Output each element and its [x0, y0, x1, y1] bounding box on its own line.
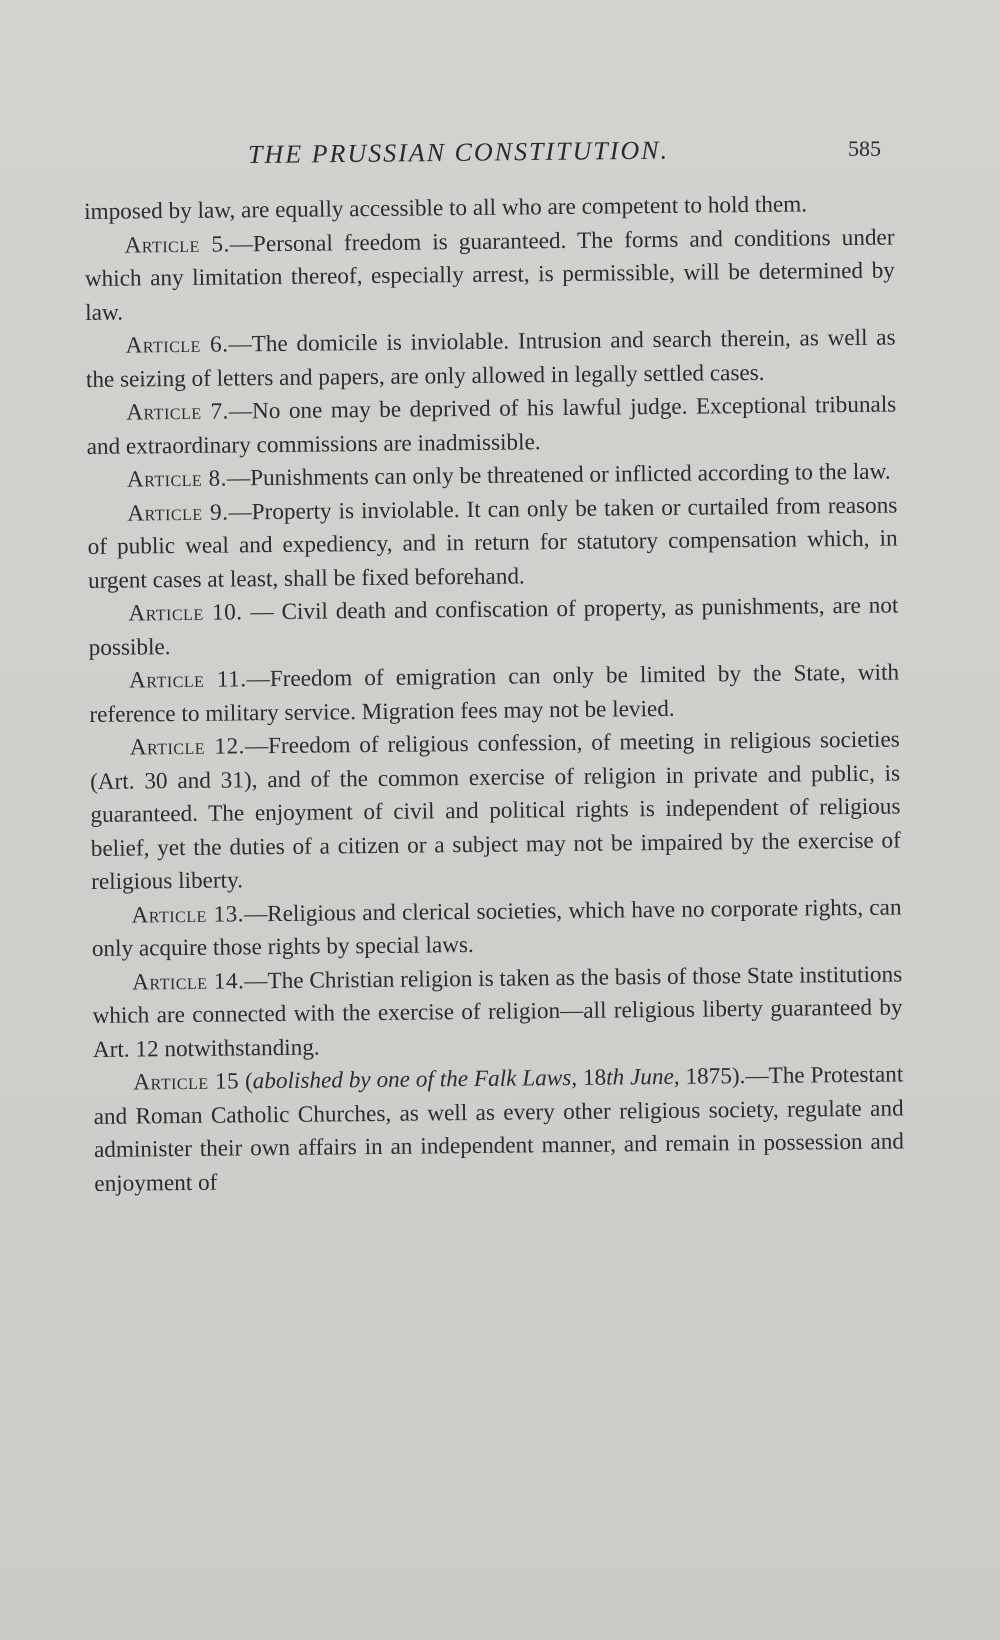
article-12	[90, 723, 902, 899]
article-label: Article 10.	[128, 599, 243, 627]
article-note-close: 1875).	[679, 1063, 746, 1090]
article-label: Article 6.	[125, 331, 229, 359]
article-label: Article 7.	[126, 398, 230, 426]
article-text: —Freedom of religious confession, of meeting in religious societies (Art. 30 and 31), and of the common exercise of religion in private and public, is guaranteed. The enjoyment of civil and political rights is independent of religious belief, yet the duties of a citizen or a subject may not be impaired by the exercise of religious liberty.	[89, 726, 901, 895]
article-6	[85, 322, 896, 397]
article-note-italic: abolished by one of the Falk Laws,	[252, 1064, 578, 1095]
article-text: —Property is inviolable. It can only be taken or curtailed from reasons of public weal and expediency, and in return for statutory compensation which, in urgent cases at least, shall be fixed beforehand.	[87, 492, 898, 594]
article-text: —The domicile is inviolable. Intrusion and search therein, as well as the seizing of letters and papers, are only allowed in legally settled cases.	[85, 324, 896, 393]
article-label: Article 12.	[129, 733, 246, 761]
article-text: —Personal freedom is guaranteed. The forms and conditions under which any limitation thereof, especially arrest, is permissible, will be determined by law.	[84, 224, 895, 326]
article-label: Article 9.	[127, 499, 229, 527]
page-header	[0, 135, 1000, 180]
article-11	[89, 656, 900, 731]
page-number: 585	[848, 136, 881, 161]
article-note-open: (	[238, 1068, 253, 1095]
article-text: —The Protestant and Roman Catholic Churches, as well as every other religious society, regulate and administer their own affairs in an independent manner, and remain in possession and enjoyment of	[93, 1061, 905, 1197]
article-text: —The Christian religion is taken as the basis of those State institutions which are connected with the exercise of religion—all religious liberty guaranteed by Art. 12 notwithstanding.	[92, 960, 903, 1063]
article-label: Article 8.	[126, 465, 228, 493]
article-text: —Freedom of emigration can only be limited by the State, with reference to military service. Migration fees may not be levied.	[89, 659, 900, 728]
article-text: —Religious and clerical societies, which have no corporate rights, can only acquire those rights by special laws.	[91, 893, 902, 962]
article-13	[91, 891, 902, 966]
article-9	[87, 489, 898, 598]
article-15	[93, 1058, 904, 1200]
article-14	[92, 958, 903, 1067]
article-note-date: 18	[576, 1064, 607, 1091]
article-text: —Punishments can only be threatened or inflicted according to the law.	[226, 458, 891, 492]
article-text: —No one may be deprived of his lawful judge. Exceptional tribunals and extraordinary commissions are inadmissible.	[86, 391, 897, 460]
article-label: Article 5.	[124, 230, 230, 259]
article-7	[86, 389, 897, 464]
article-5	[84, 221, 895, 330]
article-label: Article 11.	[128, 666, 247, 694]
running-title: THE PRUSSIAN CONSTITUTION.	[247, 135, 670, 169]
article-10	[88, 589, 899, 664]
article-label: Article 14.	[132, 967, 245, 996]
article-note-italic: th June,	[606, 1063, 680, 1091]
page-body	[84, 188, 907, 1486]
article-label: Article 15	[133, 1068, 240, 1096]
article-label: Article 13.	[131, 900, 245, 929]
article-text: — Civil death and confiscation of property, as punishments, are not possible.	[88, 592, 899, 661]
continuation-paragraph: imposed by law, are equally accessible to all who are competent to hold them.	[84, 191, 808, 225]
